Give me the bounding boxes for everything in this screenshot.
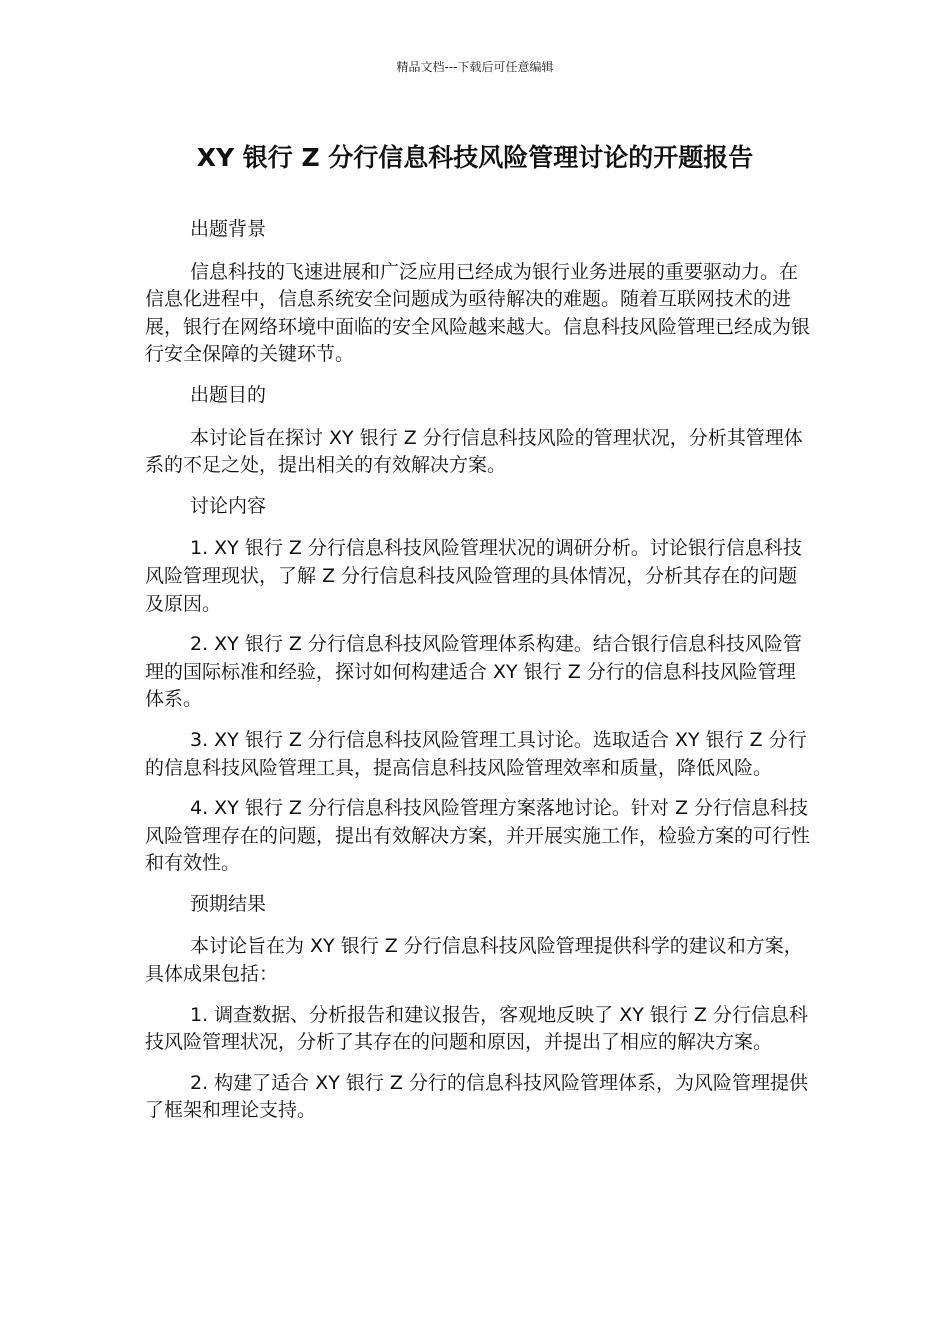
result-item: 1. 调查数据、分析报告和建议报告，客观地反映了 XY 银行 Z 分行信息科技风险管理状况，分析了其存在的问题和原因，并提出了相应的解决方案。 [145,1003,808,1054]
section-heading-results: 预期结果 [190,892,267,915]
result-item: 2. 构建了适合 XY 银行 Z 分行的信息科技风险管理体系，为风险管理提供了框架和理论支持。 [145,1071,808,1122]
section-heading-content: 讨论内容 [190,494,267,517]
content-item: 4. XY 银行 Z 分行信息科技风险管理方案落地讨论。针对 Z 分行信息科技风险管理存在的问题，提出有效解决方案，并开展实施工作，检验方案的可行性和有效性。 [145,797,811,875]
content-item: 1. XY 银行 Z 分行信息科技风险管理状况的调研分析。讨论银行信息科技风险管理现状，了解 Z 分行信息科技风险管理的具体情况，分析其存在的问题及原因。 [145,537,802,615]
content-item: 3. XY 银行 Z 分行信息科技风险管理工具讨论。选取适合 XY 银行 Z 分行的信息科技风险管理工具，提高信息科技风险管理效率和质量，降低风险。 [145,728,807,779]
content-item: 2. XY 银行 Z 分行信息科技风险管理体系构建。结合银行信息科技风险管理的国际标准和经验，探讨如何构建适合 XY 银行 Z 分行的信息科技风险管理体系。 [145,633,802,711]
paragraph-results-intro: 本讨论旨在为 XY 银行 Z 分行信息科技风险管理提供科学的建议和方案，具体成果包括： [145,935,803,986]
section-heading-background: 出题背景 [190,218,267,240]
page-header: 精品文档---下载后可任意编辑 [396,60,554,74]
document-title: XY 银行 Z 分行信息科技风险管理讨论的开题报告 [196,143,754,172]
document-body [145,216,810,1138]
paragraph-background: 信息科技的飞速进展和广泛应用已经成为银行业务进展的重要驱动力。在信息化进程中，信息系统安全问题成为亟待解决的难题。随着互联网技术的进展，银行在网络环境中面临的安全风险越来越大。信息科技风险管理已经成为银行安全保障的关键环节。 [145,260,811,366]
section-heading-purpose: 出题目的 [190,383,267,406]
paragraph-purpose: 本讨论旨在探讨 XY 银行 Z 分行信息科技风险的管理状况，分析其管理体系的不足之处，提出相关的有效解决方案。 [145,426,803,477]
